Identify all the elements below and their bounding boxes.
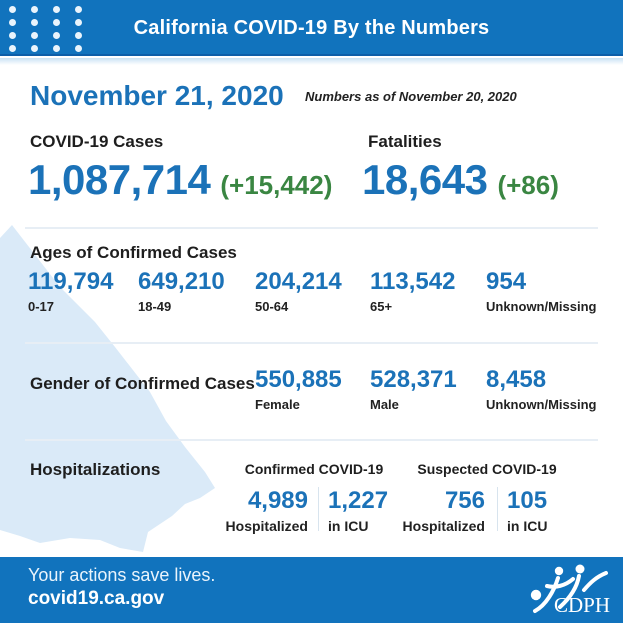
cdph-logo-text: CDPH: [554, 593, 610, 617]
ages-section-label: Ages of Confirmed Cases: [30, 243, 237, 262]
vertical-divider: [497, 487, 498, 531]
gender-unknown-value: 8,458: [486, 366, 547, 393]
confirmed-icu-label: in ICU: [328, 518, 369, 535]
vertical-divider: [318, 487, 319, 531]
gender-female-value: 550,885: [255, 366, 342, 393]
ages-18-49-label: 18-49: [138, 299, 172, 314]
confirmed-icu-value: 1,227: [328, 487, 389, 514]
page-title: California COVID-19 By the Numbers: [133, 16, 490, 39]
suspected-hospitalized-label: Hospitalized: [402, 518, 485, 535]
ages-65plus-value: 113,542: [370, 268, 456, 295]
ages-unknown-label: Unknown/Missing: [486, 299, 597, 314]
suspected-covid-header: Suspected COVID-19: [417, 461, 557, 477]
ages-18-49-value: 649,210: [138, 268, 225, 295]
ages-unknown-value: 954: [486, 268, 527, 295]
gender-male-label: Male: [370, 397, 399, 412]
section-divider: [25, 227, 598, 229]
suspected-icu-label: in ICU: [507, 518, 548, 535]
confirmed-hospitalized-value: 4,989: [247, 487, 308, 514]
cases-section-label: COVID-19 Cases: [30, 132, 164, 151]
footer-tagline: Your actions save lives.: [28, 565, 216, 585]
confirmed-hospitalized-label: Hospitalized: [225, 518, 308, 535]
confirmed-icu-cell: [328, 488, 388, 534]
suspected-hospitalized-value: 756: [444, 487, 485, 514]
confirmed-covid-header: Confirmed COVID-19: [244, 461, 384, 477]
header-bar: [0, 0, 623, 56]
suspected-icu-value: 105: [507, 487, 548, 514]
ages-65plus-label: 65+: [370, 299, 393, 314]
gender-female-label: Female: [255, 397, 300, 412]
suspected-icu-cell: [507, 488, 547, 534]
report-date: November 21, 2020: [30, 80, 284, 111]
footer-url-link[interactable]: covid19.ca.gov: [28, 588, 165, 609]
cases-value: 1,087,714: [28, 156, 211, 203]
fatalities-delta: (+86): [497, 170, 559, 200]
cases-delta: (+15,442): [220, 170, 333, 200]
section-divider: [25, 439, 598, 441]
as-of-note: Numbers as of November 20, 2020: [305, 89, 517, 104]
ages-0-17-label: 0-17: [28, 299, 55, 314]
fatalities-total: [362, 156, 559, 204]
gender-section-label: Gender of Confirmed Cases: [30, 374, 255, 393]
ages-50-64-label: 50-64: [255, 299, 289, 314]
footer-bar: [0, 557, 623, 623]
section-divider: [25, 342, 598, 344]
suspected-hospitalized-cell: [398, 488, 485, 534]
cases-total: [28, 156, 332, 204]
fatalities-section-label: Fatalities: [368, 132, 442, 151]
ages-50-64-value: 204,214: [255, 268, 342, 295]
confirmed-hospitalized-cell: [222, 488, 308, 534]
gender-male-value: 528,371: [370, 366, 457, 393]
cdph-logo: [528, 563, 610, 617]
header-fade-strip: [0, 58, 623, 65]
gender-unknown-label: Unknown/Missing: [486, 397, 597, 412]
ages-0-17-value: 119,794: [28, 268, 114, 295]
fatalities-value: 18,643: [362, 156, 488, 203]
hospitalizations-section-label: Hospitalizations: [30, 460, 161, 479]
